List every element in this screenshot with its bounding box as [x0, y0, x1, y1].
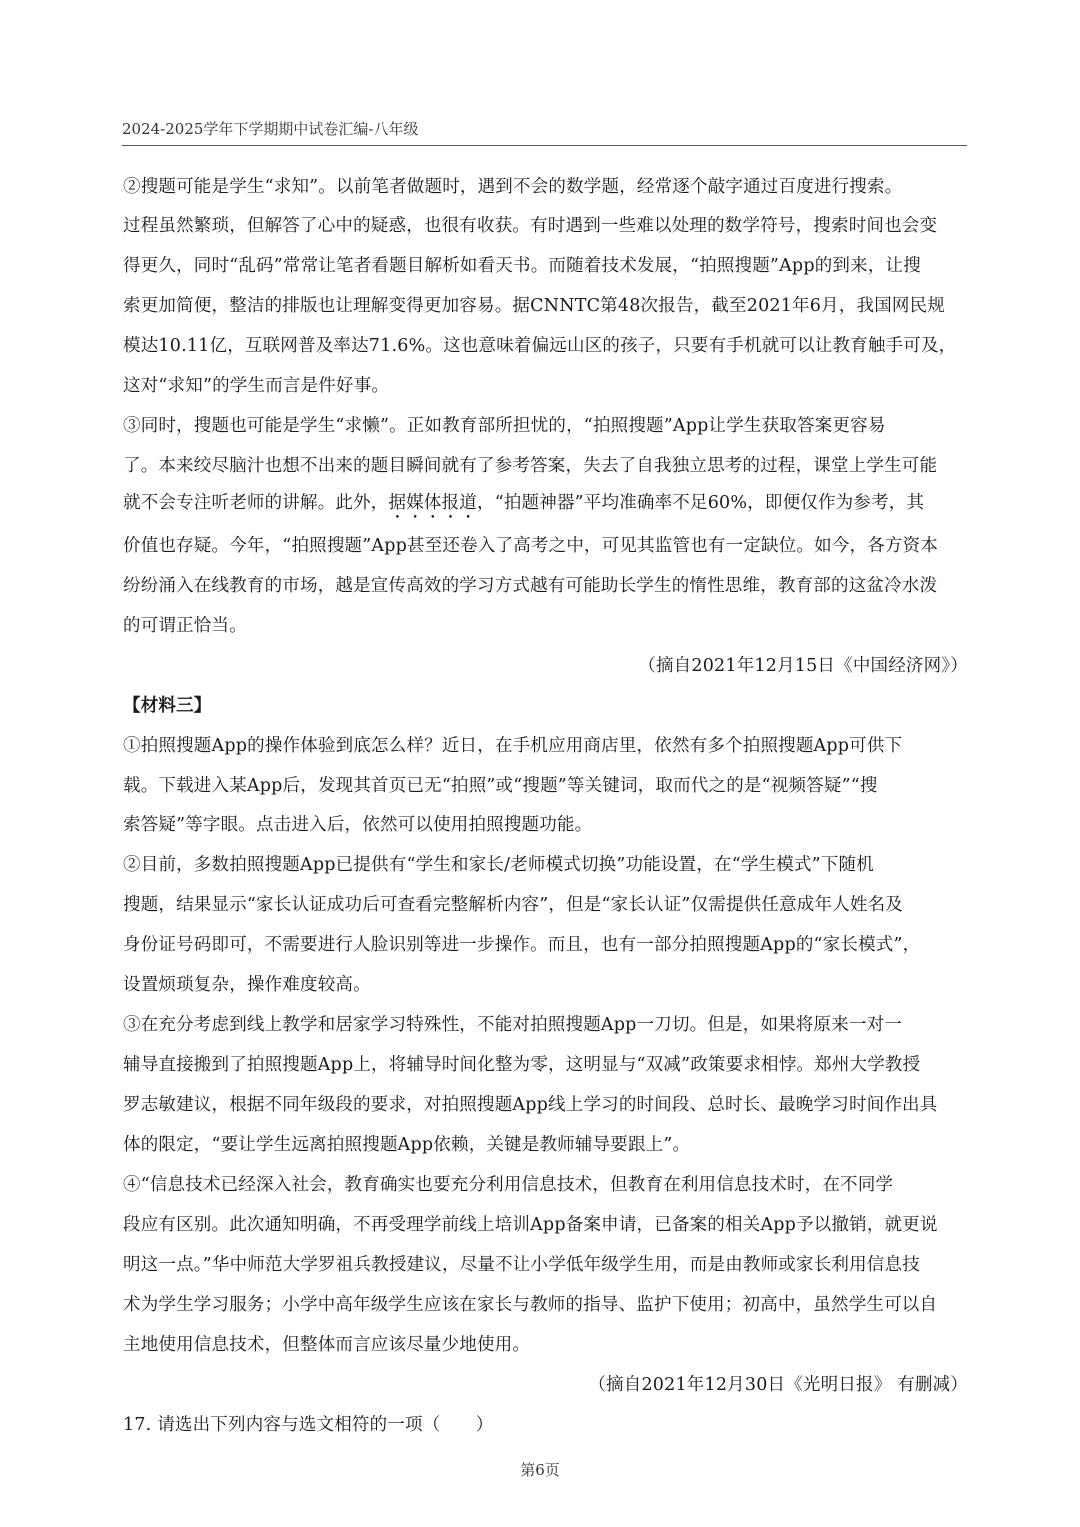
text-line: 模达10.11亿，互联网普及率达71.6%。这也意味着偏远山区的孩子，只要有手机就可以让教育触手可及， [123, 336, 957, 356]
text-line: 纷纷涌入在线教育的市场，越是宣传高效的学习方式越有可能助长学生的惰性思维，教育部的这盆冷水泼 [123, 576, 938, 596]
text-line: 得更久，同时“乱码”常常让笔者看题目解析如看天书。而随着技术发展，“拍照搜题”App的到来，让搜 [123, 256, 921, 276]
text-line: ②搜题可能是学生“求知”。以前笔者做题时，遇到不会的数学题，经常逐个敲字通过百度进行搜索。 [123, 177, 903, 197]
text-line: 过程虽然繁琐，但解答了心中的疑惑，也很有收获。有时遇到一些难以处理的数学符号，搜索时间也会变 [123, 216, 938, 236]
text-line: 这对“求知”的学生而言是件好事。 [123, 376, 390, 396]
text-line: ④“信息技术已经深入社会，教育确实也要充分利用信息技术，但教育在利用信息技术时，在不同学 [123, 1175, 894, 1195]
text-line: ①拍照搜题App的操作体验到底怎么样？近日，在手机应用商店里，依然有多个拍照搜题App可供下 [123, 736, 903, 756]
question-text: 17. 请选出下列内容与选文相符的一项（ ） [123, 1415, 494, 1435]
text-line: 段应有区别。此次通知明确，不再受理学前线上培训App备案申请，已备案的相关App予以撤销，就更说 [123, 1215, 938, 1235]
text-line: 设置烦琐复杂，操作难度较高。 [123, 975, 371, 995]
page-header: 2024-2025学年下学期期中试卷汇编-八年级 [122, 118, 967, 146]
text-line: 了。本来绞尽脑汁也想不出来的题目瞬间就有了参考答案，失去了自我独立思考的过程，课堂上学生可能 [123, 456, 938, 476]
text-line: 体的限定，“要让学生远离拍照搜题App依赖，关键是教师辅导要跟上”。 [123, 1135, 691, 1155]
page-number: 第6页 [520, 1461, 560, 1479]
text-line: ③在充分考虑到线上教学和居家学习特殊性，不能对拍照搜题App一刀切。但是，如果将原来一对一 [123, 1015, 903, 1035]
emphasized-text: 据媒体报道 [388, 493, 477, 513]
text-line: 主地使用信息技术，但整体而言应该尽量少地使用。 [123, 1335, 531, 1355]
text-line [123, 491, 968, 523]
text-line: 索更加简便，整洁的排版也让理解变得更加容易。据CNNTC第48次报告，截至2021年6月，我国网民规 [123, 296, 946, 316]
text-segment: 就不会专注听老师的讲解。此外， [123, 493, 389, 513]
text-line: 价值也存疑。今年，“拍照搜题”App甚至还卷入了高考之中，可见其监管也有一定缺位。如今，各方资本 [123, 536, 939, 556]
source-citation: （摘自2021年12月15日《中国经济网》） [638, 656, 968, 676]
section-heading: 【材料三】 [123, 696, 212, 716]
text-line: 术为学生学习服务；小学中高年级学生应该在家长与教师的指导、监护下使用；初高中，虽然学生可以自 [123, 1295, 938, 1315]
text-segment: ，“拍题神器”平均准确率不足60%，即便仅作为参考，其 [477, 493, 925, 513]
text-line: 罗志敏建议，根据不同年级段的要求，对拍照搜题App线上学习的时间段、总时长、最晚学习时间作出具 [123, 1095, 938, 1115]
text-line: 索答疑”等字眼。点击进入后，依然可以使用拍照搜题功能。 [123, 815, 593, 835]
source-citation: （摘自2021年12月30日《光明日报》 有删减） [588, 1375, 968, 1395]
text-line: 辅导直接搬到了拍照搜题App上，将辅导时间化整为零，这明显与“双减”政策要求相悖。郑州大学教授 [123, 1055, 921, 1075]
text-line: ③同时，搜题也可能是学生“求懒”。正如教育部所担忧的，“拍照搜题”App让学生获取答案更容易 [123, 416, 886, 436]
text-line: 的可谓正恰当。 [123, 616, 247, 636]
text-line: 身份证号码即可，不需要进行人脸识别等进一步操作。而且，也有一部分拍照搜题App的“家长模式”， [123, 935, 921, 955]
text-line: 明这一点。”华中师范大学罗祖兵教授建议，尽量不让小学低年级学生用，而是由教师或家长利用信息技 [123, 1255, 920, 1275]
text-line: 载。下载进入某App后，发现其首页已无“拍照”或“搜题”等关键词，取而代之的是“视频答疑”“搜 [123, 776, 878, 796]
text-line: ②目前，多数拍照搜题App已提供有“学生和家长/老师模式切换”功能设置，在“学生模式”下随机 [123, 855, 874, 875]
text-line: 搜题，结果显示“家长认证成功后可查看完整解析内容”，但是“家长认证”仅需提供任意成年人姓名及 [123, 895, 903, 915]
